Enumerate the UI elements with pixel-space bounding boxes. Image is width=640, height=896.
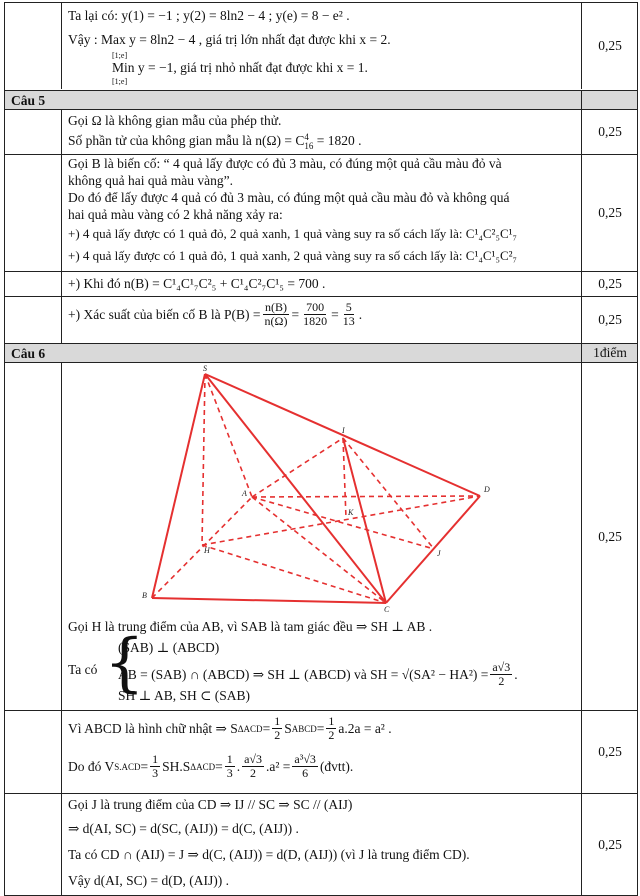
label-A: A — [242, 489, 247, 498]
q5-count-row: +) Khi đó n(B) = C¹₄C¹₇C²₅ + C¹₄C²₇C¹₅ = 700 . 0,25 — [5, 271, 637, 296]
min-line: Min y = −1, giá trị nhỏ nhất đạt được khi x = 1. — [112, 60, 368, 75]
label-S: S — [203, 364, 207, 373]
edge-HD — [202, 496, 480, 545]
edge-AD — [252, 496, 480, 497]
question-label: Câu 5 — [11, 93, 46, 108]
q5-event-row: Gọi B là biến cố: “ 4 quả lấy được có đủ 3 màu, có đúng một quả cầu màu đỏ và không quả hai quả màu vàng”. Do đó để lấy được 4 quả có đủ 3 màu, có đúng một quả cầu màu đỏ và không quá hai quả màu vàng có 2 khả năng xảy ra: +) 4 quả lấy được có 1 quả đỏ, 2 quả xanh, 1 quả vàng suy ra số cách lấy là: C¹₄C²₅C¹₇ +) 4 quả lấy được có 1 quả đỏ, 1 quả xanh, 2 quả vàng suy ra số cách lấy là: C¹₄C¹₅C²₇ 0,25 — [5, 154, 637, 271]
q6-volume-row — [5, 710, 637, 793]
system-line-2: AB = (SAB) ∩ (ABCD) ⇒ SH ⊥ (ABCD) và SH = √(SA² − HA²) = $\frac{a√3}{2}$ . — [118, 660, 518, 688]
q6-distance-row: Gọi J là trung điểm của CD ⇒ IJ // SC ⇒ SC // (AIJ) ⇒ d(AI, SC) = d(SC, (AIJ)) = d(C, (AIJ)) . Ta có CD ∩ (AIJ) = J ⇒ d(C, (AIJ)) = d(D, (AIJ)) (vì J là trung điểm CD). Vậy d(AI, SC) = d(D, (AIJ)) . 0,25 — [5, 793, 637, 895]
question-5-header — [5, 90, 637, 109]
pyramid-figure — [62, 363, 580, 614]
score: 0,25 — [581, 272, 638, 296]
question-label: Câu 6 — [11, 346, 46, 361]
question-6-header — [5, 343, 637, 362]
label-D: D — [484, 485, 490, 494]
midpoint-H-line: Gọi H là trung điểm của AB, vì SAB là tam giác đều ⇒ SH ⊥ AB . — [68, 619, 433, 634]
max-domain: [1;e] — [112, 51, 128, 60]
label-J: J — [437, 549, 441, 558]
edge-HC — [202, 545, 386, 603]
score: 0,25 — [581, 110, 638, 154]
edge-SD — [205, 374, 480, 496]
q5-probability-row: +) Xác suất của biến cố B là P(B) = $\frac{n(B)}{n(\Omega)}$ = $\frac{700}{1820}$ = $\frac{5}{13}$ . 0,25 — [5, 296, 637, 343]
label-C: C — [384, 605, 390, 614]
score: 0,25 — [581, 363, 638, 710]
system-line-1: (SAB) ⊥ (ABCD) — [118, 640, 220, 655]
edge-SB — [152, 374, 205, 598]
edge-AC — [252, 497, 386, 603]
score: 0,25 — [581, 155, 638, 271]
edge-SH — [202, 374, 205, 545]
question-points: 1điểm — [581, 344, 638, 362]
system-line-3: SH ⊥ AB, SH ⊂ (SAB) — [118, 688, 251, 703]
q6-figure-row: S I A D K H J B C Gọi H là trung điểm của AB, vì SAB là tam giác đều ⇒ SH ⊥ AB . Ta có { (SAB) ⊥ (ABCD) AB = (SAB) ∩ (ABCD) ⇒ SH ⊥ (ABCD) và SH = √(SA² − HA²) = $\frac{a√3}{2}$ . SH ⊥ AB, SH ⊂ (SAB) 0,25 — [5, 362, 637, 710]
row-max-min — [5, 3, 637, 89]
edge-AI — [252, 438, 343, 497]
edge-CD — [386, 496, 480, 603]
max-line: Vậy : Max y = 8ln2 − 4 , giá trị lớn nhất đạt được khi x = 2. — [68, 32, 391, 47]
edge-SC — [205, 374, 386, 603]
area-line: Vì ABCD là hình chữ nhật ⇒ S ΔACD = $\frac{1}{2}$ S ABCD = $\frac{1}{2}$ a.2a = a² . — [68, 714, 392, 742]
score: 0,25 — [581, 3, 638, 89]
label-B: B — [142, 591, 147, 600]
values-line: Ta lại có: y(1) = −1 ; y(2) = 8ln2 − 4 ; y(e) = 8 − e² . — [68, 8, 350, 23]
edge-IC — [343, 438, 386, 603]
taco-label: Ta có — [68, 662, 98, 677]
volume-line: Do đó V S.ACD = $\frac{1}{3}$ SH.S ΔACD = $\frac{1}{3}$ . $\frac{a√3}{2}$ .a² = $\frac{\text{a³√3}}{6}$ (đvtt). — [68, 752, 354, 780]
score: 0,25 — [581, 297, 638, 343]
edge-BC — [152, 598, 386, 603]
label-K: K — [348, 508, 354, 517]
score: 0,25 — [581, 794, 638, 895]
answer-sheet-table — [4, 2, 638, 896]
label-I: I — [342, 426, 345, 435]
score: 0,25 — [581, 711, 638, 793]
label-H: H — [204, 546, 210, 555]
q5-sample-space-row: Gọi Ω là không gian mẫu của phép thử. Số phần tử của không gian mẫu là n(Ω) = C 4 16 = 1820 . 0,25 — [5, 109, 637, 154]
min-domain: [1;e] — [112, 77, 128, 86]
edge-AJ — [252, 497, 434, 549]
